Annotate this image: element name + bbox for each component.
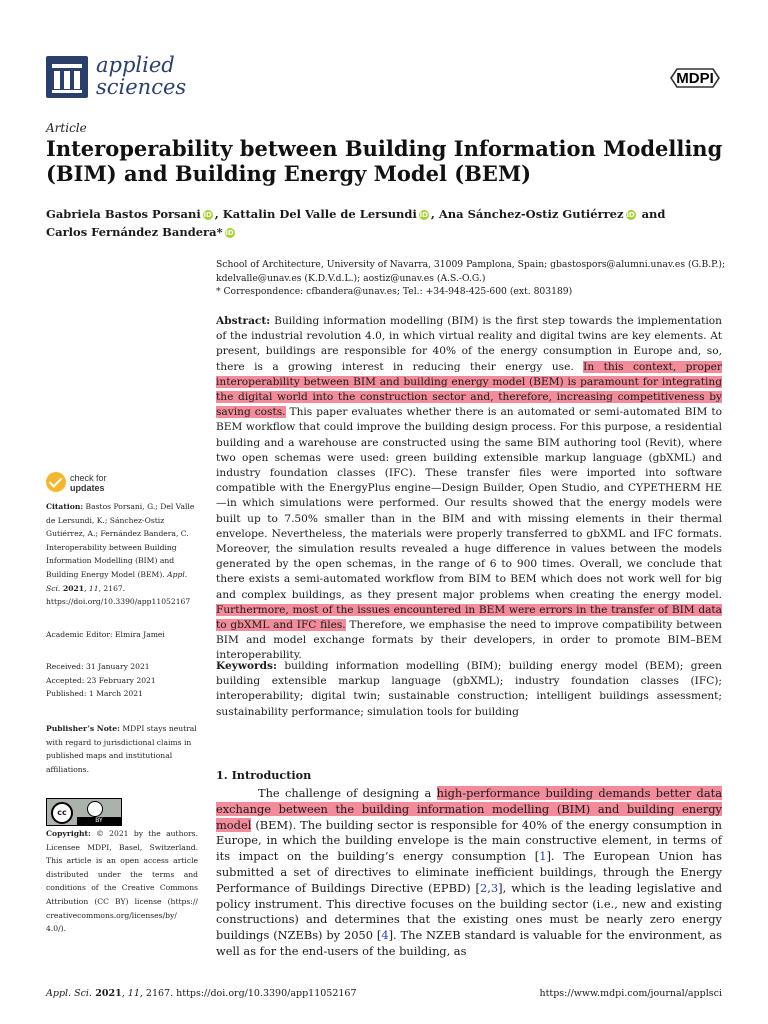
keywords (216, 659, 722, 720)
author-name: Ana Sánchez-Ostiz Gutiérrez (438, 207, 624, 221)
received-date: Received: 31 January 2021 (46, 662, 150, 671)
reference-link[interactable]: 4 (381, 928, 389, 943)
affiliation (216, 258, 736, 299)
abstract-label: Abstract: (216, 315, 271, 327)
academic-editor: Academic Editor: Elmira Jamei (46, 630, 165, 639)
citation-block: Citation: Bastos Porsani, G.; Del Valle de Lersundi, K.; Sánchez-Ostiz Gutiérrez, A.; Fernández Bandera, C. Interoperability between Building Information Modelling (BIM) and Building Energy Model (BEM). Appl. Sci. 2021, 11, 2167. https://doi.org/10.3390/app11052167 (46, 502, 195, 607)
journal-logo-icon (46, 56, 88, 98)
journal-name: applied sciences (96, 53, 187, 99)
paper-title: Interoperability between Building Information Modelling (BIM) and Building Energy Model (BEM) (46, 136, 723, 186)
mdpi-logo-icon (667, 66, 723, 90)
affiliation-line: kdelvalle@unav.es (K.D.V.d.L.); aostiz@unav.es (A.S.-O.G.) (216, 272, 486, 284)
reference-link[interactable]: 1 (539, 849, 547, 864)
author-conjunction: and (641, 207, 666, 221)
copyright-block: Copyright: © 2021 by the authors. Licensee MDPI, Basel, Switzerland. This article is an open access article distributed under the terms and conditions of the Creative Commons Attribution (CC BY) license (https:// creativecommons.org/licenses/by/ 4.0/). (46, 829, 198, 934)
reference-link[interactable]: 3 (490, 880, 499, 895)
introduction-text: The challenge of designing a high-performance building demands better data exchange between the building information modelling (BIM) and building energy model (BEM). The building sector is responsible for 40% of the energy consumption in Europe, in which the building envelope is the main constructive element, in terms of its impact on the building’s energy consumption [1]. The European Union has submitted a set of directives to eliminate inefficient buildings, through the Energy Performance of Buildings Directive (EPBD) [2,3], which is the leading legislative and policy instrument. This directive focuses on the building sector (i.e., new and existing constructions) and determines that the existing ones must be nearly zero energy buildings (NZEBs) by 2050 [4]. The NZEB standard is valuable for the environment, as well as for the end-users of the building, as (216, 786, 723, 958)
check-for-updates-label[interactable]: check for updates (70, 473, 107, 493)
affiliation-line: School of Architecture, University of Navarra, 31009 Pamplona, Spain; gbastospors@alumni.unav.es (G.B.P.); (216, 259, 726, 270)
keywords-text: building information modelling (BIM); building energy model (BEM); green building extensible markup language (gbXML); industry foundation classes (IFC); interoperability; digital twin; sustainable construction; intelligent buildings assessment; sustainability performance; simulation tools for building (216, 660, 722, 718)
cc-by-license-icon[interactable]: cc BY (46, 798, 122, 826)
journal-url-link[interactable]: https://www.mdpi.com/journal/applsci (539, 988, 722, 999)
correspondence-line: * Correspondence: cfbandera@unav.es; Tel.: +34-948-425-600 (ext. 803189) (216, 286, 573, 297)
section-heading: 1. Introduction (216, 768, 312, 782)
abstract-text: Therefore, we emphasise the need to improve compatibility between BIM and model exchange formats by their developers, in order to promote BIM–BEM interoperability. (216, 619, 722, 662)
page-footer (46, 988, 722, 999)
author-name: Gabriela Bastos Porsani (46, 207, 201, 221)
abstract (216, 314, 722, 664)
author-name: Kattalin Del Valle de Lersundi (222, 207, 417, 221)
highlighted-text[interactable]: high-performance building demands better data exchange between the building information modelling (BIM) and building energy model (216, 786, 722, 832)
publisher-note: Publisher’s Note: MDPI stays neutral with regard to jurisdictional claims in published maps and institutional affiliations. (46, 724, 197, 774)
orcid-icon[interactable]: iD (203, 211, 212, 219)
dates-block (46, 660, 198, 701)
orcid-icon[interactable]: iD (626, 211, 635, 219)
check-for-updates-icon[interactable] (46, 472, 66, 492)
highlighted-text[interactable]: In this context, proper interoperability between BIM and building energy model (BEM) is paramount for integrating the digital world into the construction sector and, therefore, increasing competitiveness by saving costs. (216, 360, 722, 419)
abstract-text: This paper evaluates whether there is an automated or semi-automated BIM to BEM workflow that could improve the building design process. For this purpose, a residential building and a warehouse are constructed using the same BIM authoring tool (Revit), where two open schemas were used: green building extensible markup language (gbXML) and industry foundation classes (IFC). These transfer files were imported into software compatible with the EnergyPlus engine—Design Builder, Open Studio, and CYPETHERM HE—in which simulations were performed. Our results showed that the energy models were built up to 7.50% smaller than in the BIM and with missing elements in their thermal envelope. Nevertheless, the materials were properly transferred to gbXML and IFC formats. Moreover, the simulation results revealed a huge difference in values between the models generated by the open schemas, in the range of 6 to 900 times. Overall, we conclude that there exists a semi-automated workflow from BIM to BEM which does not work well for big and complex buildings, as they present major problems when creating the energy model. (216, 406, 723, 601)
accepted-date: Accepted: 23 February 2021 (46, 675, 156, 685)
article-type: Article (46, 121, 87, 135)
author-name: Carlos Fernández Bandera (46, 225, 217, 239)
abstract-text: Building information modelling (BIM) is the first step towards the implementation of the industrial revolution 4.0, in which virtual reality and digital twins are key elements. At present, buildings are responsible for 40% of the energy consumption in Europe and, so, there is a growing interest in reducing their energy use. (216, 315, 722, 373)
highlighted-text[interactable]: Furthermore, most of the issues encountered in BEM were errors in the transfer of BIM data to gbXML and IFC files. (216, 603, 722, 632)
corresponding-mark: * (216, 225, 223, 239)
reference-link[interactable]: 2 (480, 880, 488, 895)
footer-citation: Appl. Sci. 2021, 11, 2167. https://doi.org/10.3390/app11052167 (46, 988, 357, 999)
svg-text:MDPI: MDPI (676, 70, 714, 87)
orcid-icon[interactable]: iD (419, 211, 428, 219)
orcid-icon[interactable]: iD (225, 229, 234, 237)
keywords-label: Keywords: (216, 660, 277, 672)
author-list: Gabriela Bastos Porsani iD , Kattalin Del Valle de Lersundi iD , Ana Sánchez-Ostiz Gutiérrez iD and Carlos Fernández Bandera* iD (46, 207, 666, 239)
published-date: Published: 1 March 2021 (46, 689, 143, 699)
